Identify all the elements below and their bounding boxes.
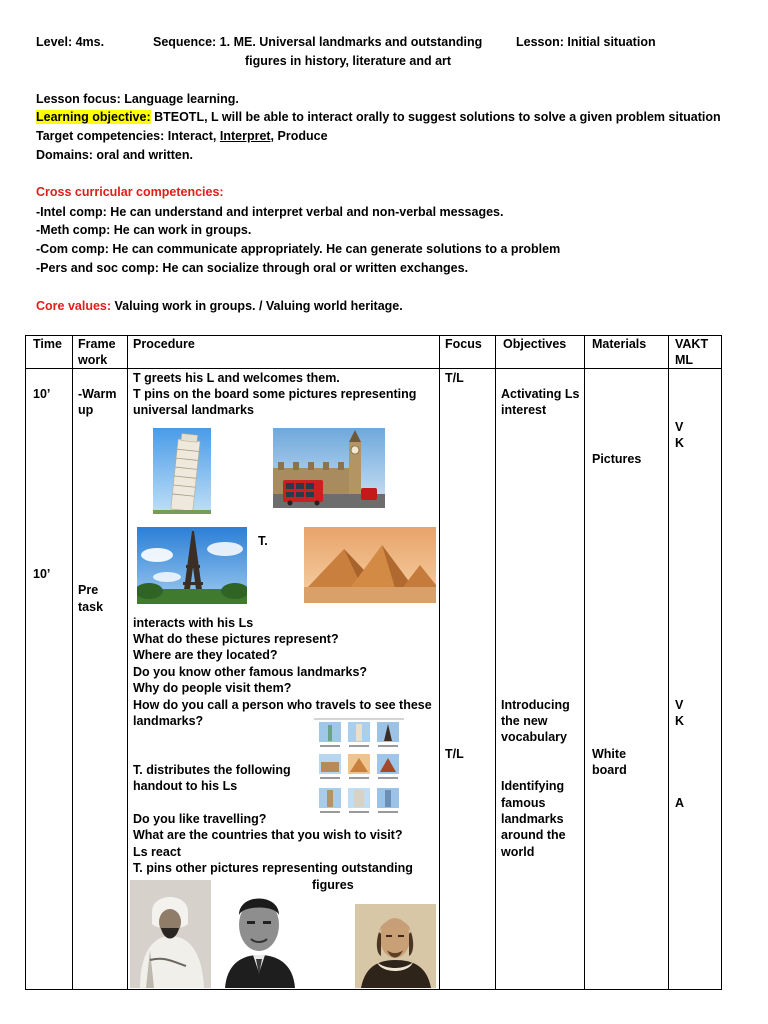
lesson-label: Lesson: Initial situation — [516, 35, 656, 49]
core-values-label: Core values: — [36, 299, 112, 313]
procedure-line: T. distributes the following — [133, 763, 291, 777]
focus-cell: T/L — [445, 371, 464, 385]
focus-cell: T/L — [445, 747, 464, 761]
procedure-line: Do you know other famous landmarks? — [133, 665, 368, 679]
header-materials: Materials — [592, 337, 647, 351]
cross-item: -Pers and soc comp: He can socialize through oral or written exchanges. — [36, 261, 469, 275]
table-border — [668, 335, 669, 990]
objective-cell: Introducing — [501, 698, 570, 712]
procedure-line: Where are they located? — [133, 648, 278, 662]
objective-cell: the new — [501, 714, 548, 728]
header-frame: Frame — [78, 337, 116, 351]
procedure-line: Why do people visit them? — [133, 681, 292, 695]
cross-item: -Intel comp: He can understand and interpret verbal and non-verbal messages. — [36, 205, 504, 219]
header-focus: Focus — [445, 337, 482, 351]
vakt-cell: V — [675, 698, 684, 712]
vakt-cell: A — [675, 796, 685, 810]
pyramids-icon — [304, 527, 436, 603]
header-time: Time — [33, 337, 62, 351]
header-work: work — [78, 353, 108, 367]
objective-text: BTEOTL, L will be able to interact orally to suggest solutions to solve a given problem situation — [150, 110, 721, 124]
table-border — [72, 335, 73, 990]
objective-label: Learning objective: — [36, 110, 151, 124]
level-label: Level: 4ms. — [36, 35, 105, 49]
table-border — [25, 368, 722, 369]
objective-cell: interest — [501, 403, 547, 417]
procedure-line: What are the countries that you wish to visit? — [133, 828, 403, 842]
time-cell: 10’ — [33, 567, 51, 581]
procedure-line: T. pins other pictures representing outstanding — [133, 861, 413, 875]
table-border — [584, 335, 585, 990]
sequence-subtitle: figures in history, literature and art — [245, 54, 452, 68]
lesson-focus: Lesson focus: Language learning. — [36, 92, 239, 106]
procedure-line: Ls react — [133, 845, 181, 859]
header-vakt: VAKT — [675, 337, 709, 351]
procedure-line: T greets his L and welcomes them. — [133, 371, 340, 385]
table-border — [25, 989, 722, 990]
core-values — [36, 298, 403, 314]
big-ben-icon — [273, 428, 385, 508]
objective-cell: around the — [501, 828, 566, 842]
materials-cell: board — [592, 763, 627, 777]
competencies-text: Target competencies: Interact, — [36, 129, 220, 143]
procedure-line: Do you like travelling? — [133, 812, 267, 826]
eiffel-tower-icon — [137, 527, 247, 604]
domains: Domains: oral and written. — [36, 148, 193, 162]
table-border — [25, 335, 26, 990]
shakespeare-portrait-icon — [355, 904, 436, 988]
materials-cell: White — [592, 747, 627, 761]
objective-cell: Identifying — [501, 779, 565, 793]
frame-cell: -Warm — [78, 387, 117, 401]
landmarks-handout-icon — [314, 718, 404, 818]
target-competencies — [36, 128, 328, 144]
learning-objective — [36, 109, 721, 125]
header-objectives: Objectives — [503, 337, 567, 351]
vakt-cell: V — [675, 420, 684, 434]
cross-title: Cross curricular competencies: — [36, 185, 224, 199]
procedure-line: T. — [258, 534, 268, 548]
procedure-line: T pins on the board some pictures representing — [133, 387, 417, 401]
frame-cell: Pre — [78, 583, 99, 597]
procedure-line: handout to his Ls — [133, 779, 238, 793]
header-ml: ML — [675, 353, 694, 367]
cross-item: -Com comp: He can communicate appropriately. He can generate solutions to a problem — [36, 242, 561, 256]
objective-cell: landmarks — [501, 812, 564, 826]
table-border — [439, 335, 440, 990]
objective-cell: Activating Ls — [501, 387, 580, 401]
emir-abdelkader-portrait-icon — [130, 880, 211, 988]
objective-cell: famous — [501, 796, 546, 810]
competency-interpret: Interpret, — [219, 129, 275, 143]
pisa-tower-icon — [153, 428, 211, 514]
procedure-line: figures — [312, 878, 354, 892]
procedure-line: universal landmarks — [133, 403, 254, 417]
objective-cell: vocabulary — [501, 730, 568, 744]
vakt-cell: K — [675, 714, 685, 728]
procedure-line: interacts with his Ls — [133, 616, 254, 630]
table-border — [495, 335, 496, 990]
procedure-line: landmarks? — [133, 714, 204, 728]
materials-cell: Pictures — [592, 452, 642, 466]
table-border — [127, 335, 128, 990]
frame-cell: up — [78, 403, 94, 417]
objective-cell: world — [501, 845, 535, 859]
vakt-cell: K — [675, 436, 685, 450]
procedure-line: How do you call a person who travels to see these — [133, 698, 432, 712]
time-cell: 10’ — [33, 387, 51, 401]
cross-item: -Meth comp: He can work in groups. — [36, 223, 252, 237]
ahmed-ben-bella-portrait-icon — [219, 883, 300, 988]
frame-cell: task — [78, 600, 104, 614]
header-procedure: Procedure — [133, 337, 195, 351]
procedure-line: What do these pictures represent? — [133, 632, 339, 646]
table-border — [721, 335, 722, 990]
competency-produce: Produce — [274, 129, 328, 143]
core-values-text: Valuing work in groups. / Valuing world heritage. — [111, 299, 403, 313]
sequence-label: Sequence: 1. ME. Universal landmarks and outstanding — [153, 35, 483, 49]
